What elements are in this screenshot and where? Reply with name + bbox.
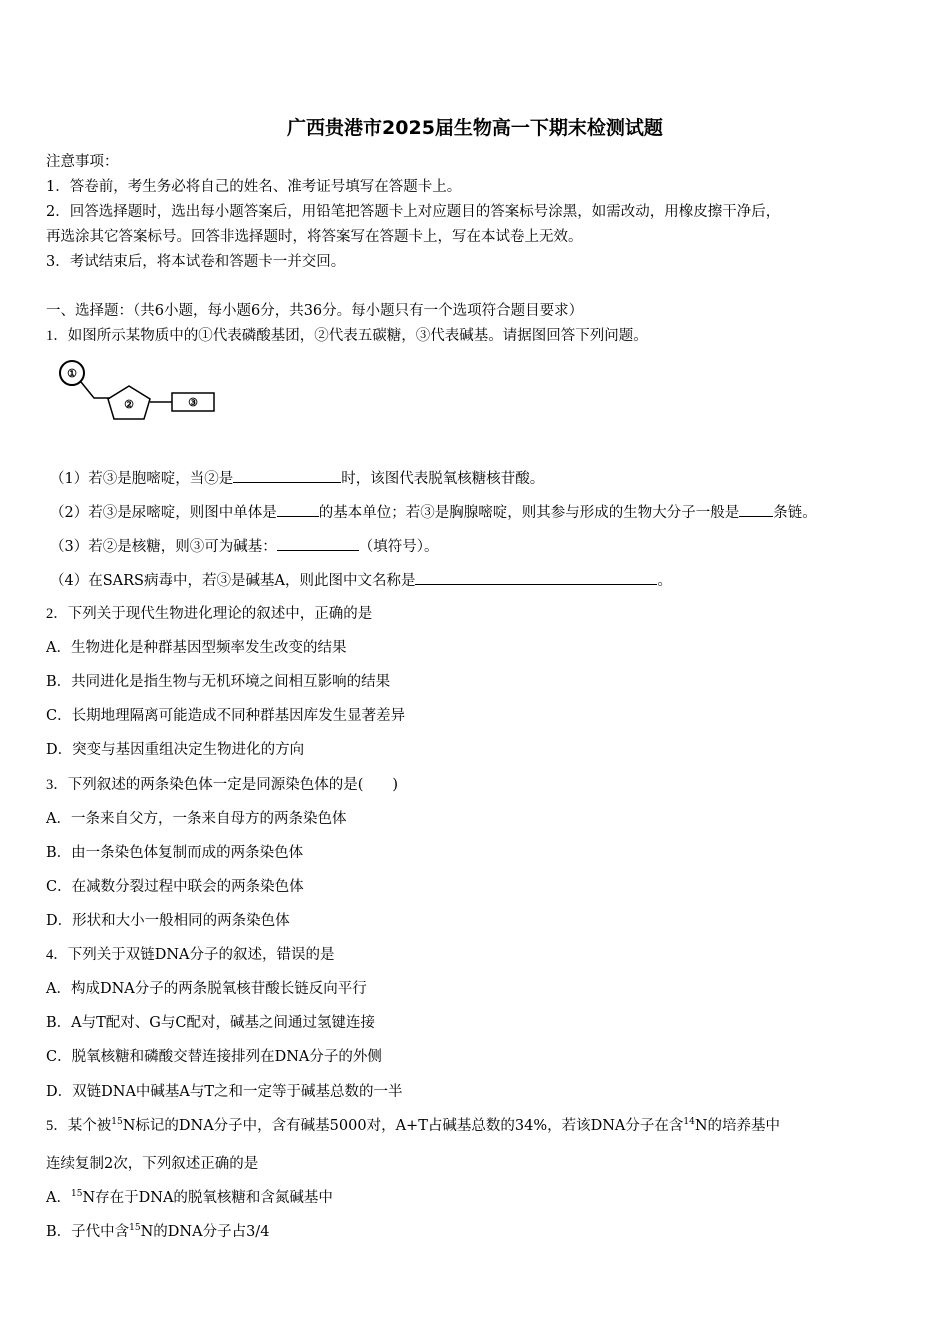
option-b[interactable]: B．共同进化是指生物与无机环境之间相互影响的结果 [46,674,391,690]
base-label: ③ [188,396,198,409]
question-5-stem: 5．某个被$^{15}$N标记的DNA分子中，含有碱基5000对，A+T占碱基总数的34%，若该DNA分子在含$^{14}$N的培养基中 [46,1117,781,1134]
question-number: 2． [46,606,68,622]
answer-blank[interactable] [233,468,341,483]
question-1-sub-1: （1）若③是胞嘧啶，当②是 时，该图代表脱氧核糖核苷酸。 [50,468,544,489]
answer-blank[interactable] [277,536,359,551]
phosphate-label: ① [67,367,77,380]
notice-item: 2．回答选择题时，选出每小题答案后，用铅笔把答题卡上对应题目的答案标号涂黑，如需改动，用橡皮擦干净后， [46,204,781,220]
option-b[interactable]: B．A与T配对、G与C配对，碱基之间通过氢键连接 [46,1015,375,1031]
option-b[interactable]: B．由一条染色体复制而成的两条染色体 [46,845,304,861]
option-a[interactable]: A．$^{15}$N存在于DNA的脱氧核糖和含氮碱基中 [46,1189,333,1206]
answer-blank[interactable] [415,570,657,585]
phosphate-sugar-bond [81,382,110,398]
question-1-sub-2: （2）若③是尿嘧啶，则图中单体是 的基本单位；若③是胸腺嘧啶，则其参与形成的生物大分子一般是 条链。 [50,502,817,523]
question-5-stem-continued: 连续复制2次，下列叙述正确的是 [46,1156,259,1172]
answer-blank[interactable] [739,502,773,517]
notice-item: 3．考试结束后，将本试卷和答题卡一并交回。 [46,254,346,270]
question-number: 4． [46,947,68,963]
question-1-stem: 1．如图所示某物质中的①代表磷酸基团，②代表五碳糖，③代表碱基。请据图回答下列问题。 [46,328,648,344]
option-b[interactable]: B．子代中含$^{15}$N的DNA分子占3/4 [46,1223,270,1240]
question-3-stem: 3．下列叙述的两条染色体一定是同源染色体的是( ) [46,777,399,793]
option-d[interactable]: D．突变与基因重组决定生物进化的方向 [46,742,305,758]
nucleotide-diagram [52,358,222,428]
page-title: 广西贵港市2025届生物高一下期末检测试题 [287,117,663,139]
sugar-label: ② [124,398,134,411]
option-a[interactable]: A．生物进化是种群基因型频率发生改变的结果 [46,640,347,656]
question-number: 1． [46,328,68,344]
notice-item: 再选涂其它答案标号。回答非选择题时，将答案写在答题卡上，写在本试卷上无效。 [46,229,583,245]
question-1-sub-4: （4）在SARS病毒中，若③是碱基A，则此图中文名称是 。 [50,570,672,591]
option-a[interactable]: A．一条来自父方，一条来自母方的两条染色体 [46,811,347,827]
option-d[interactable]: D．双链DNA中碱基A与T之和一定等于碱基总数的一半 [46,1084,403,1100]
question-2-stem: 2．下列关于现代生物进化理论的叙述中，正确的是 [46,606,373,622]
option-d[interactable]: D．形状和大小一般相同的两条染色体 [46,913,290,929]
question-1-sub-3: （3）若②是核糖，则③可为碱基： （填符号）。 [50,536,438,557]
question-number: 3． [46,777,68,793]
notice-item: 1．答卷前，考生务必将自己的姓名、准考证号填写在答题卡上。 [46,179,462,195]
notice-heading: 注意事项： [46,154,119,170]
question-4-stem: 4．下列关于双链DNA分子的叙述，错误的是 [46,947,335,963]
question-number: 5． [46,1118,68,1134]
option-c[interactable]: C．脱氧核糖和磷酸交替连接排列在DNA分子的外侧 [46,1049,382,1065]
answer-blank[interactable] [277,502,319,517]
section-heading: 一、选择题：（共6小题，每小题6分，共36分。每小题只有一个选项符合题目要求） [46,303,584,319]
option-c[interactable]: C．在减数分裂过程中联会的两条染色体 [46,879,304,895]
option-a[interactable]: A．构成DNA分子的两条脱氧核苷酸长链反向平行 [46,981,367,997]
option-c[interactable]: C．长期地理隔离可能造成不同种群基因库发生显著差异 [46,708,406,724]
